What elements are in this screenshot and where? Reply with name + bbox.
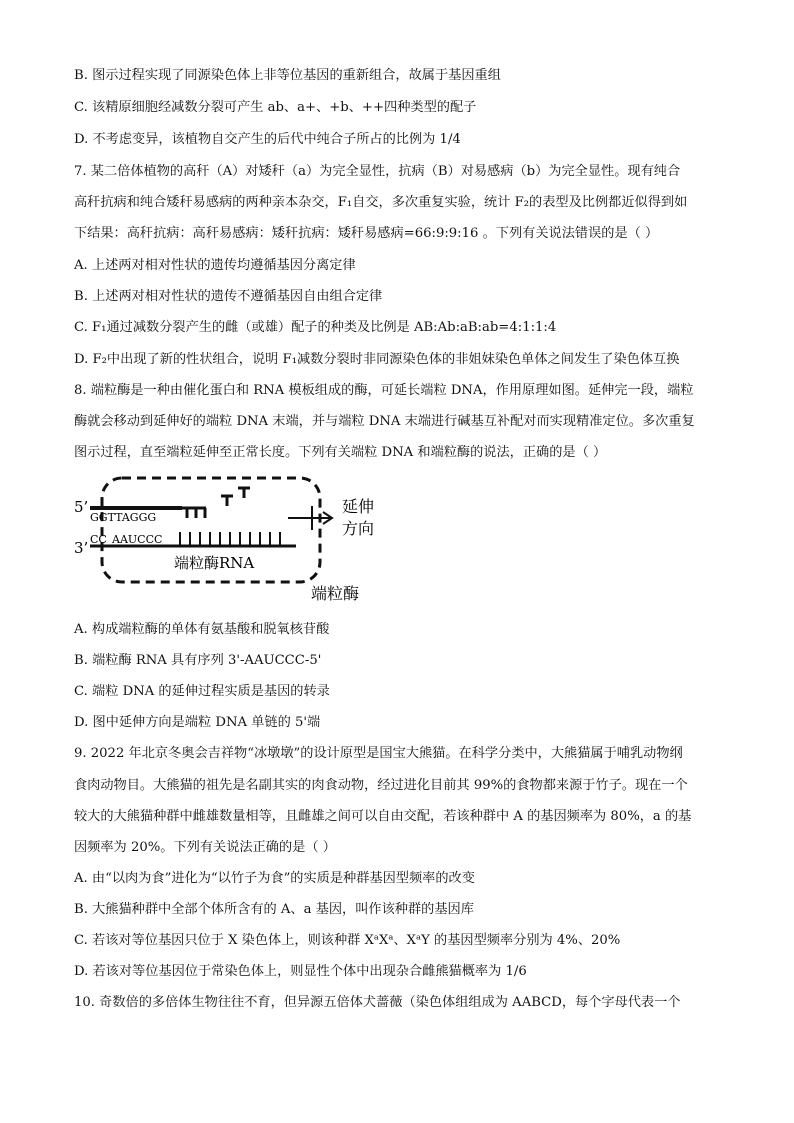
text-line: 9. 2022 年北京冬奥会吉祥物“冰墩墩”的设计原型是国宝大熊猫。在科学分类中，大熊猫属于哺乳动物纲 xyxy=(74,746,683,761)
text-line: 8. 端粒酶是一种由催化蛋白和 RNA 模板组成的酶，可延长端粒 DNA，作用原理如图。延伸完一段，端粒 xyxy=(74,383,694,398)
text-line: D. 图中延伸方向是端粒 DNA 单链的 5'端 xyxy=(74,715,321,730)
enzyme-label: 端粒酶 xyxy=(311,584,360,603)
text-line: B. 图示过程实现了同源染色体上非等位基因的重新组合，故属于基因重组 xyxy=(74,68,501,83)
text-line: 7. 某二倍体植物的高秆（A）对矮秆（a）为完全显性，抗病（B）对易感病（b）为完全显性。现有纯合 xyxy=(74,164,681,179)
text-line: B. 上述两对相对性状的遗传不遵循基因自由组合定律 xyxy=(74,289,383,304)
bottom-sequence: AAUCCC xyxy=(112,533,163,546)
bottom-sequence-cc: CC xyxy=(90,533,107,546)
text-line: B. 大熊猫种群中全部个体所含有的 A、a 基因，叫作该种群的基因库 xyxy=(74,902,474,917)
direction-label-1: 延伸 xyxy=(342,497,375,516)
top-sequence: GGTTAGGG xyxy=(90,511,157,524)
direction-arrow xyxy=(288,506,332,530)
rna-base-ticks xyxy=(180,532,280,546)
five-prime-label: 5’ xyxy=(74,498,89,516)
telomerase-figure xyxy=(70,474,390,604)
text-line: 高秆抗病和纯合矮秆易感病的两种亲本杂交，F₁自交，多次重复实验，统计 F₂的表型及比例都近似得到如 xyxy=(74,195,688,210)
text-line: 较大的大熊猫种群中雌雄数量相等，且雌雄之间可以自由交配，若该种群中 A 的基因频率为 80%，a 的基 xyxy=(74,809,692,824)
text-line: C. 若该对等位基因只位于 X 染色体上，则该种群 XᵃXᵃ、XᵃY 的基因型频率分别为 4%、20% xyxy=(74,933,621,948)
text-line: D. 不考虑变异，该植物自交产生的后代中纯合子所占的比例为 1/4 xyxy=(74,132,461,147)
text-line: C. 端粒 DNA 的延伸过程实质是基因的转录 xyxy=(74,684,330,699)
text-line: 因频率为 20%。下列有关说法正确的是（ ） xyxy=(74,840,336,855)
text-line: 酶就会移动到延伸好的端粒 DNA 末端，并与端粒 DNA 末端进行碱基互补配对而实现精准定位。多次重复 xyxy=(74,414,695,429)
new-nucleotides xyxy=(182,488,250,518)
direction-label-2: 方向 xyxy=(342,519,375,538)
text-line: 下结果：高秆抗病：高秆易感病：矮秆抗病：矮秆易感病=66:9:9:16 。下列有关说法错误的是（ ） xyxy=(74,226,659,241)
three-prime-label: 3’ xyxy=(74,539,89,557)
text-line: 10. 奇数倍的多倍体生物往往不育，但异源五倍体犬蔷薇（染色体组组成为 AABCD，每个字母代表一个 xyxy=(74,995,681,1010)
text-line: C. F₁通过减数分裂产生的雌（或雄）配子的种类及比例是 AB:Ab:aB:ab=4:1:1:4 xyxy=(74,320,557,335)
rna-label: 端粒酶RNA xyxy=(174,554,255,572)
text-line: A. 上述两对相对性状的遗传均遵循基因分离定律 xyxy=(74,258,356,273)
text-line: A. 构成端粒酶的单体有氨基酸和脱氧核苷酸 xyxy=(74,622,330,637)
text-line: C. 该精原细胞经减数分裂可产生 ab、a+、+b、++四种类型的配子 xyxy=(74,100,477,115)
text-line: 图示过程，直至端粒延伸至正常长度。下列有关端粒 DNA 和端粒酶的说法，正确的是（ ） xyxy=(74,445,607,460)
text-line: D. F₂中出现了新的性状组合，说明 F₁减数分裂时非同源染色体的非姐妹染色单体之间发生了染色体互换 xyxy=(74,352,680,367)
text-line: D. 若该对等位基因位于常染色体上，则显性个体中出现杂合雌熊猫概率为 1/6 xyxy=(74,964,527,979)
text-line: 食肉动物目。大熊猫的祖先是名副其实的肉食动物，经过进化目前其 99%的食物都来源于竹子。现在一个 xyxy=(74,778,688,793)
text-line: B. 端粒酶 RNA 具有序列 3'-AAUCCC-5' xyxy=(74,653,322,668)
text-line: A. 由“以肉为食”进化为“以竹子为食”的实质是种群基因型频率的改变 xyxy=(74,871,475,886)
